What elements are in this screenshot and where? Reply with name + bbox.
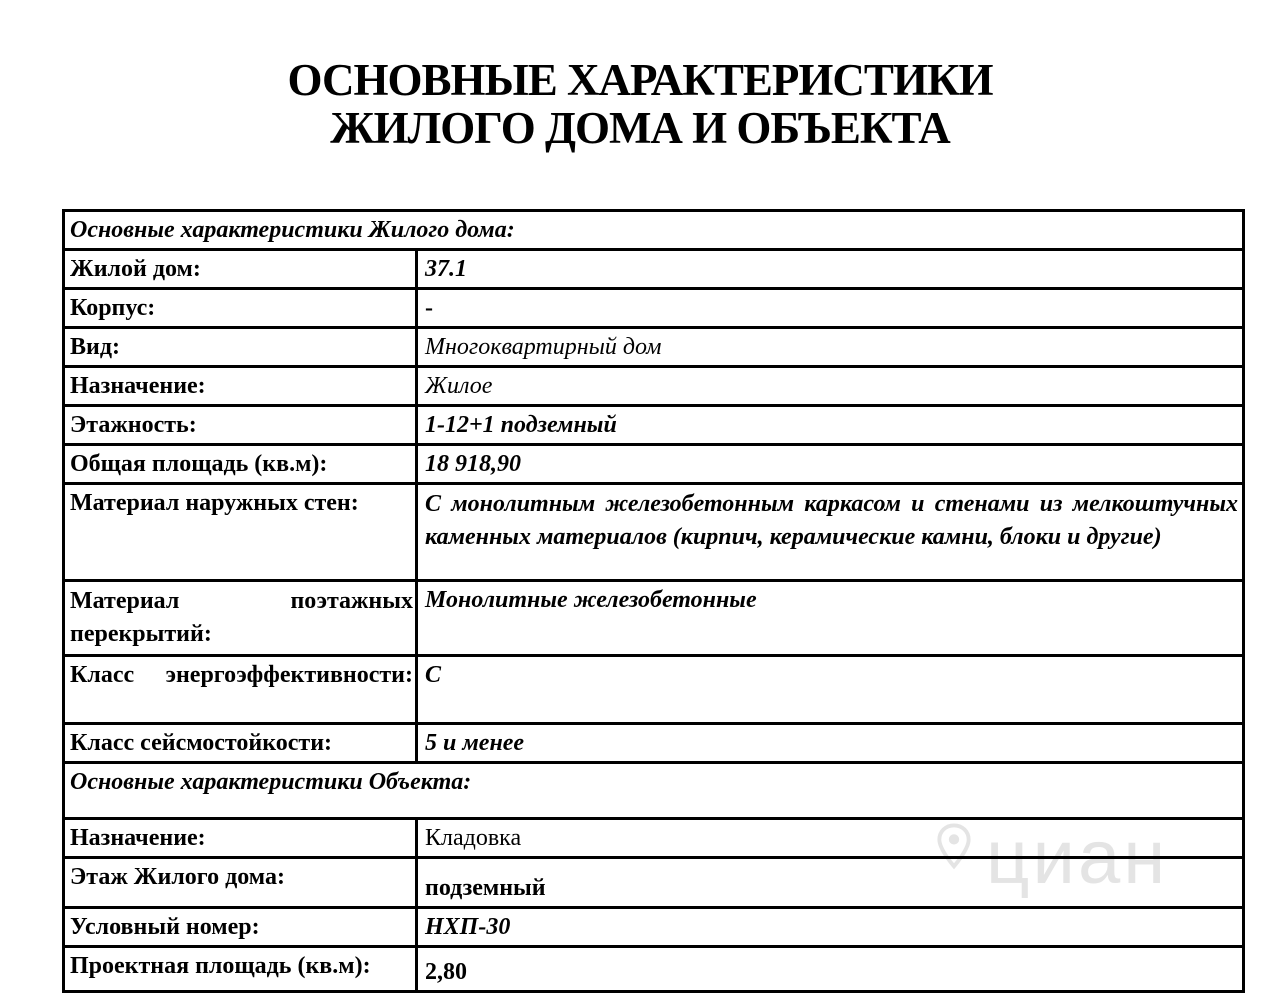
section-title: Основные характеристики Объекта: bbox=[70, 769, 472, 795]
row-label: Проектная площадь (кв.м): bbox=[65, 948, 418, 990]
table-row bbox=[65, 582, 1242, 657]
row-value: Кладовка bbox=[425, 825, 522, 851]
row-value: 2,80 bbox=[425, 959, 467, 985]
row-label: Условный номер: bbox=[65, 909, 418, 945]
row-value: Многоквартирный дом bbox=[425, 334, 662, 360]
row-label: Материал наружных стен: bbox=[65, 485, 418, 579]
row-label: Общая площадь (кв.м): bbox=[65, 446, 418, 482]
table-row bbox=[65, 329, 1242, 368]
row-label: Жилой дом: bbox=[65, 251, 418, 287]
table-row bbox=[65, 290, 1242, 329]
row-label: Назначение: bbox=[65, 820, 418, 856]
table-row bbox=[65, 909, 1242, 948]
row-value: Жилое bbox=[425, 373, 493, 399]
page-title bbox=[0, 56, 1280, 152]
row-value: подземный bbox=[425, 875, 546, 901]
row-label: Этажность: bbox=[65, 407, 418, 443]
row-value: Монолитные железобетонные bbox=[425, 587, 757, 613]
table-row bbox=[65, 368, 1242, 407]
table-row bbox=[65, 820, 1242, 859]
table-row bbox=[65, 251, 1242, 290]
row-value: С монолитным железобетонным каркасом и стенами из мелкоштучных каменных материалов (кирпич, керамические камни, блоки и другие) bbox=[425, 491, 1238, 550]
row-value: 1-12+1 подземный bbox=[425, 412, 617, 438]
table-row bbox=[65, 407, 1242, 446]
row-value: - bbox=[425, 295, 433, 321]
row-label: Назначение: bbox=[65, 368, 418, 404]
table-row bbox=[65, 657, 1242, 725]
section-header-row bbox=[65, 764, 1242, 820]
row-value: 5 и менее bbox=[425, 730, 525, 756]
table-row bbox=[65, 446, 1242, 485]
table-row bbox=[65, 859, 1242, 909]
row-value: 18 918,90 bbox=[425, 451, 521, 477]
row-value: НХП-30 bbox=[425, 914, 511, 940]
row-value: 37.1 bbox=[425, 256, 467, 282]
page-title-line2: ЖИЛОГО ДОМА И ОБЪЕКТА bbox=[330, 103, 950, 154]
table-row bbox=[65, 948, 1242, 990]
row-label: Корпус: bbox=[65, 290, 418, 326]
table-row bbox=[65, 485, 1242, 582]
row-label: Этаж Жилого дома: bbox=[65, 859, 418, 906]
row-value: С bbox=[425, 662, 442, 688]
table-row bbox=[65, 725, 1242, 764]
page-title-line1: ОСНОВНЫЕ ХАРАКТЕРИСТИКИ bbox=[287, 55, 993, 105]
characteristics-table bbox=[62, 209, 1245, 993]
section-title: Основные характеристики Жилого дома: bbox=[70, 217, 515, 243]
cian-watermark-text: циан bbox=[986, 815, 1169, 900]
row-label: Класс энергоэффективности: bbox=[65, 657, 418, 722]
section-header-row bbox=[65, 212, 1242, 251]
row-label: Материал поэтажных перекрытий: bbox=[65, 582, 418, 654]
row-label: Вид: bbox=[65, 329, 418, 365]
row-label: Класс сейсмостойкости: bbox=[65, 725, 418, 761]
